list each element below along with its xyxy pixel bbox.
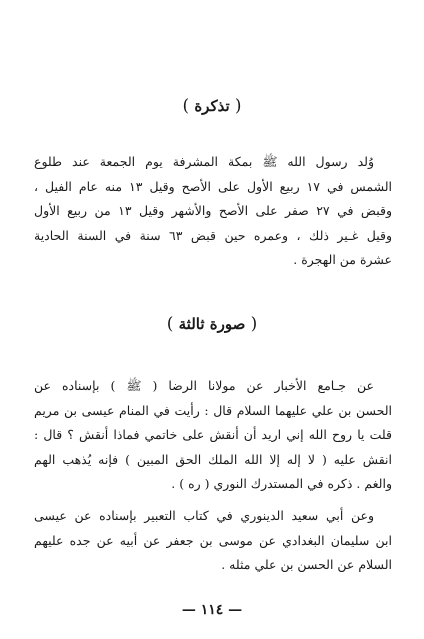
paragraph-line: السلام عن الحسن بن علي مثله . — [221, 557, 392, 572]
paragraph-line: وقيل غـير ذلك ، وعمره حين قبض ٦٣ سنة في السنة الحادية — [34, 227, 392, 243]
section-heading-third-image — [0, 314, 424, 334]
paragraph-prophet-birth — [34, 150, 392, 273]
paragraph-line: قلت يا روح الله إني اريد أن أنقش على خاتمي فماذا أنقش ؟ قال : — [34, 427, 392, 442]
paragraph-line: وُلد رسول الله ﷺ بمكة المشرفة يوم الجمعة عند طلوع — [34, 154, 374, 169]
paragraph-line: الشمس في ١٧ ربيع الأول على الأصح وقيل ١٣ منه عام الفيل ، — [34, 178, 392, 194]
heading-open-paren: ( — [250, 314, 258, 334]
heading-title: صورة ثالثة — [178, 315, 246, 333]
heading-title: تذكرة — [194, 97, 230, 115]
paragraph-ring-inscription — [34, 374, 392, 497]
paragraph-line: ابن سليمان البغدادي عن موسى بن جعفر عن أبيه عن جده عليهم — [34, 532, 392, 548]
paragraph-line: وعن أبي سعيد الدينوري في كتاب التعبير بإسناده عن عيسى — [34, 508, 374, 523]
paragraph-line: الحسن بن علي عليهما السلام قال : رأيت في المنام عيسى بن مريم — [34, 402, 392, 418]
section-heading-reminder — [0, 96, 424, 116]
paragraph-line: انقش عليه ( لا إله إلا الله الملك الحق المبين ) فإنه يُذهب الهم — [34, 451, 392, 467]
heading-open-paren: ( — [234, 96, 242, 116]
heading-close-paren: ) — [166, 314, 174, 334]
page-number: — ١١٤ — — [181, 602, 243, 618]
paragraph-line: عشرة من الهجرة . — [293, 252, 392, 267]
paragraph-dinawari-narration — [34, 504, 392, 578]
paragraph-line: عن جـامع الأخبار عن مولانا الرضا ( ﷺ ) بإسناده عن — [34, 378, 374, 393]
heading-close-paren: ) — [182, 96, 190, 116]
paragraph-line: وقبض في ٢٧ صفر على الأصح والأشهر وقيل ١٣ من ربيع الأول — [34, 203, 392, 218]
paragraph-line: والغم . ذكره في المستدرك النوري ( ره ) . — [171, 476, 392, 491]
